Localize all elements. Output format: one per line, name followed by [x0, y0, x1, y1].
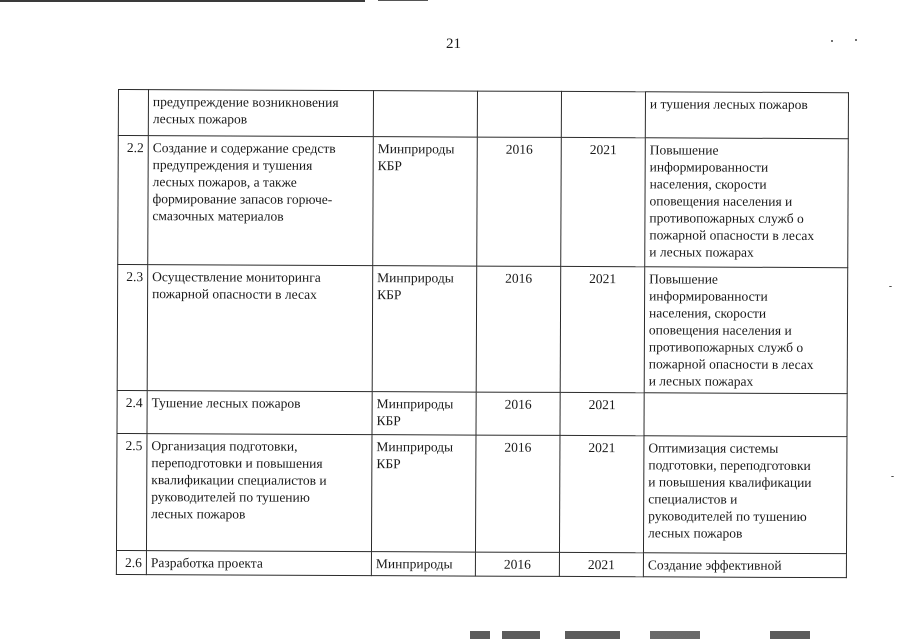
- scan-speck: [891, 476, 894, 477]
- scan-speck: [889, 286, 892, 287]
- start-year: 2016: [475, 435, 560, 552]
- table-row: [116, 550, 846, 577]
- executor: Минприроды КБР: [372, 392, 476, 435]
- scan-speck: [855, 39, 857, 41]
- end-year: 2021: [560, 392, 644, 435]
- end-year: 2021: [560, 266, 645, 392]
- end-year: 2021: [559, 435, 644, 552]
- executor: Минприроды: [371, 552, 475, 576]
- executor: Минприроды КБР: [371, 435, 476, 552]
- table-row: [118, 90, 848, 139]
- measure-name: предупреждение возникновения лесных пожаров: [148, 90, 373, 137]
- start-year: 2016: [475, 552, 559, 576]
- measure-name: Разработка проекта: [146, 551, 371, 576]
- start-year: 2016: [476, 392, 560, 435]
- measure-name: Осуществление мониторинга пожарной опасности в лесах: [147, 265, 373, 392]
- table-row: [116, 433, 847, 553]
- row-number: 2.4: [117, 390, 147, 433]
- expected-result: Создание эффективной: [643, 553, 846, 578]
- executor: [373, 91, 477, 137]
- scan-speck: [831, 40, 833, 42]
- start-year: 2016: [477, 137, 562, 266]
- expected-result: и тушения лесных пожаров: [645, 92, 848, 139]
- scan-artifact: [470, 631, 810, 639]
- end-year: 2021: [561, 137, 646, 266]
- table-row: [117, 265, 848, 394]
- row-number: [118, 90, 148, 136]
- start-year: 2016: [476, 266, 561, 392]
- top-rule-fragment: [378, 0, 428, 1]
- expected-result: Оптимизация системы подготовки, переподготовки и повышения квалификации специалистов и руководителей по тушению лесных пожаров: [643, 436, 847, 554]
- page-number: 21: [446, 36, 461, 52]
- row-number: 2.2: [118, 136, 149, 265]
- measure-name: Тушение лесных пожаров: [147, 391, 372, 435]
- measures-table: [116, 89, 849, 578]
- row-number: 2.3: [117, 265, 148, 391]
- expected-result: Повышение информированности населения, скорости оповещения населения и противопожарных служб о пожарной опасности в лесах и лесных пожарах: [645, 138, 849, 268]
- end-year: [561, 91, 645, 137]
- table-row: [118, 136, 849, 268]
- expected-result: Повышение информированности населения, скорости оповещения населения и противопожарных служб о пожарной опасности в лесах и лесных пожарах: [644, 267, 848, 394]
- table-row: [117, 390, 847, 436]
- end-year: 2021: [559, 552, 643, 576]
- measure-name: Создание и содержание средств предупреждения и тушения лесных пожаров, а также формирование запасов горюче- смазочных материалов: [148, 136, 374, 266]
- row-number: 2.5: [116, 433, 147, 550]
- executor: Минприроды КБР: [373, 137, 478, 266]
- start-year: [477, 91, 561, 137]
- expected-result: [644, 393, 847, 437]
- executor: Минприроды КБР: [372, 266, 477, 392]
- measure-name: Организация подготовки, переподготовки и повышения квалификации специалистов и руководителей по тушению лесных пожаров: [146, 434, 372, 552]
- row-number: 2.6: [116, 550, 146, 574]
- top-rule: [0, 0, 365, 2]
